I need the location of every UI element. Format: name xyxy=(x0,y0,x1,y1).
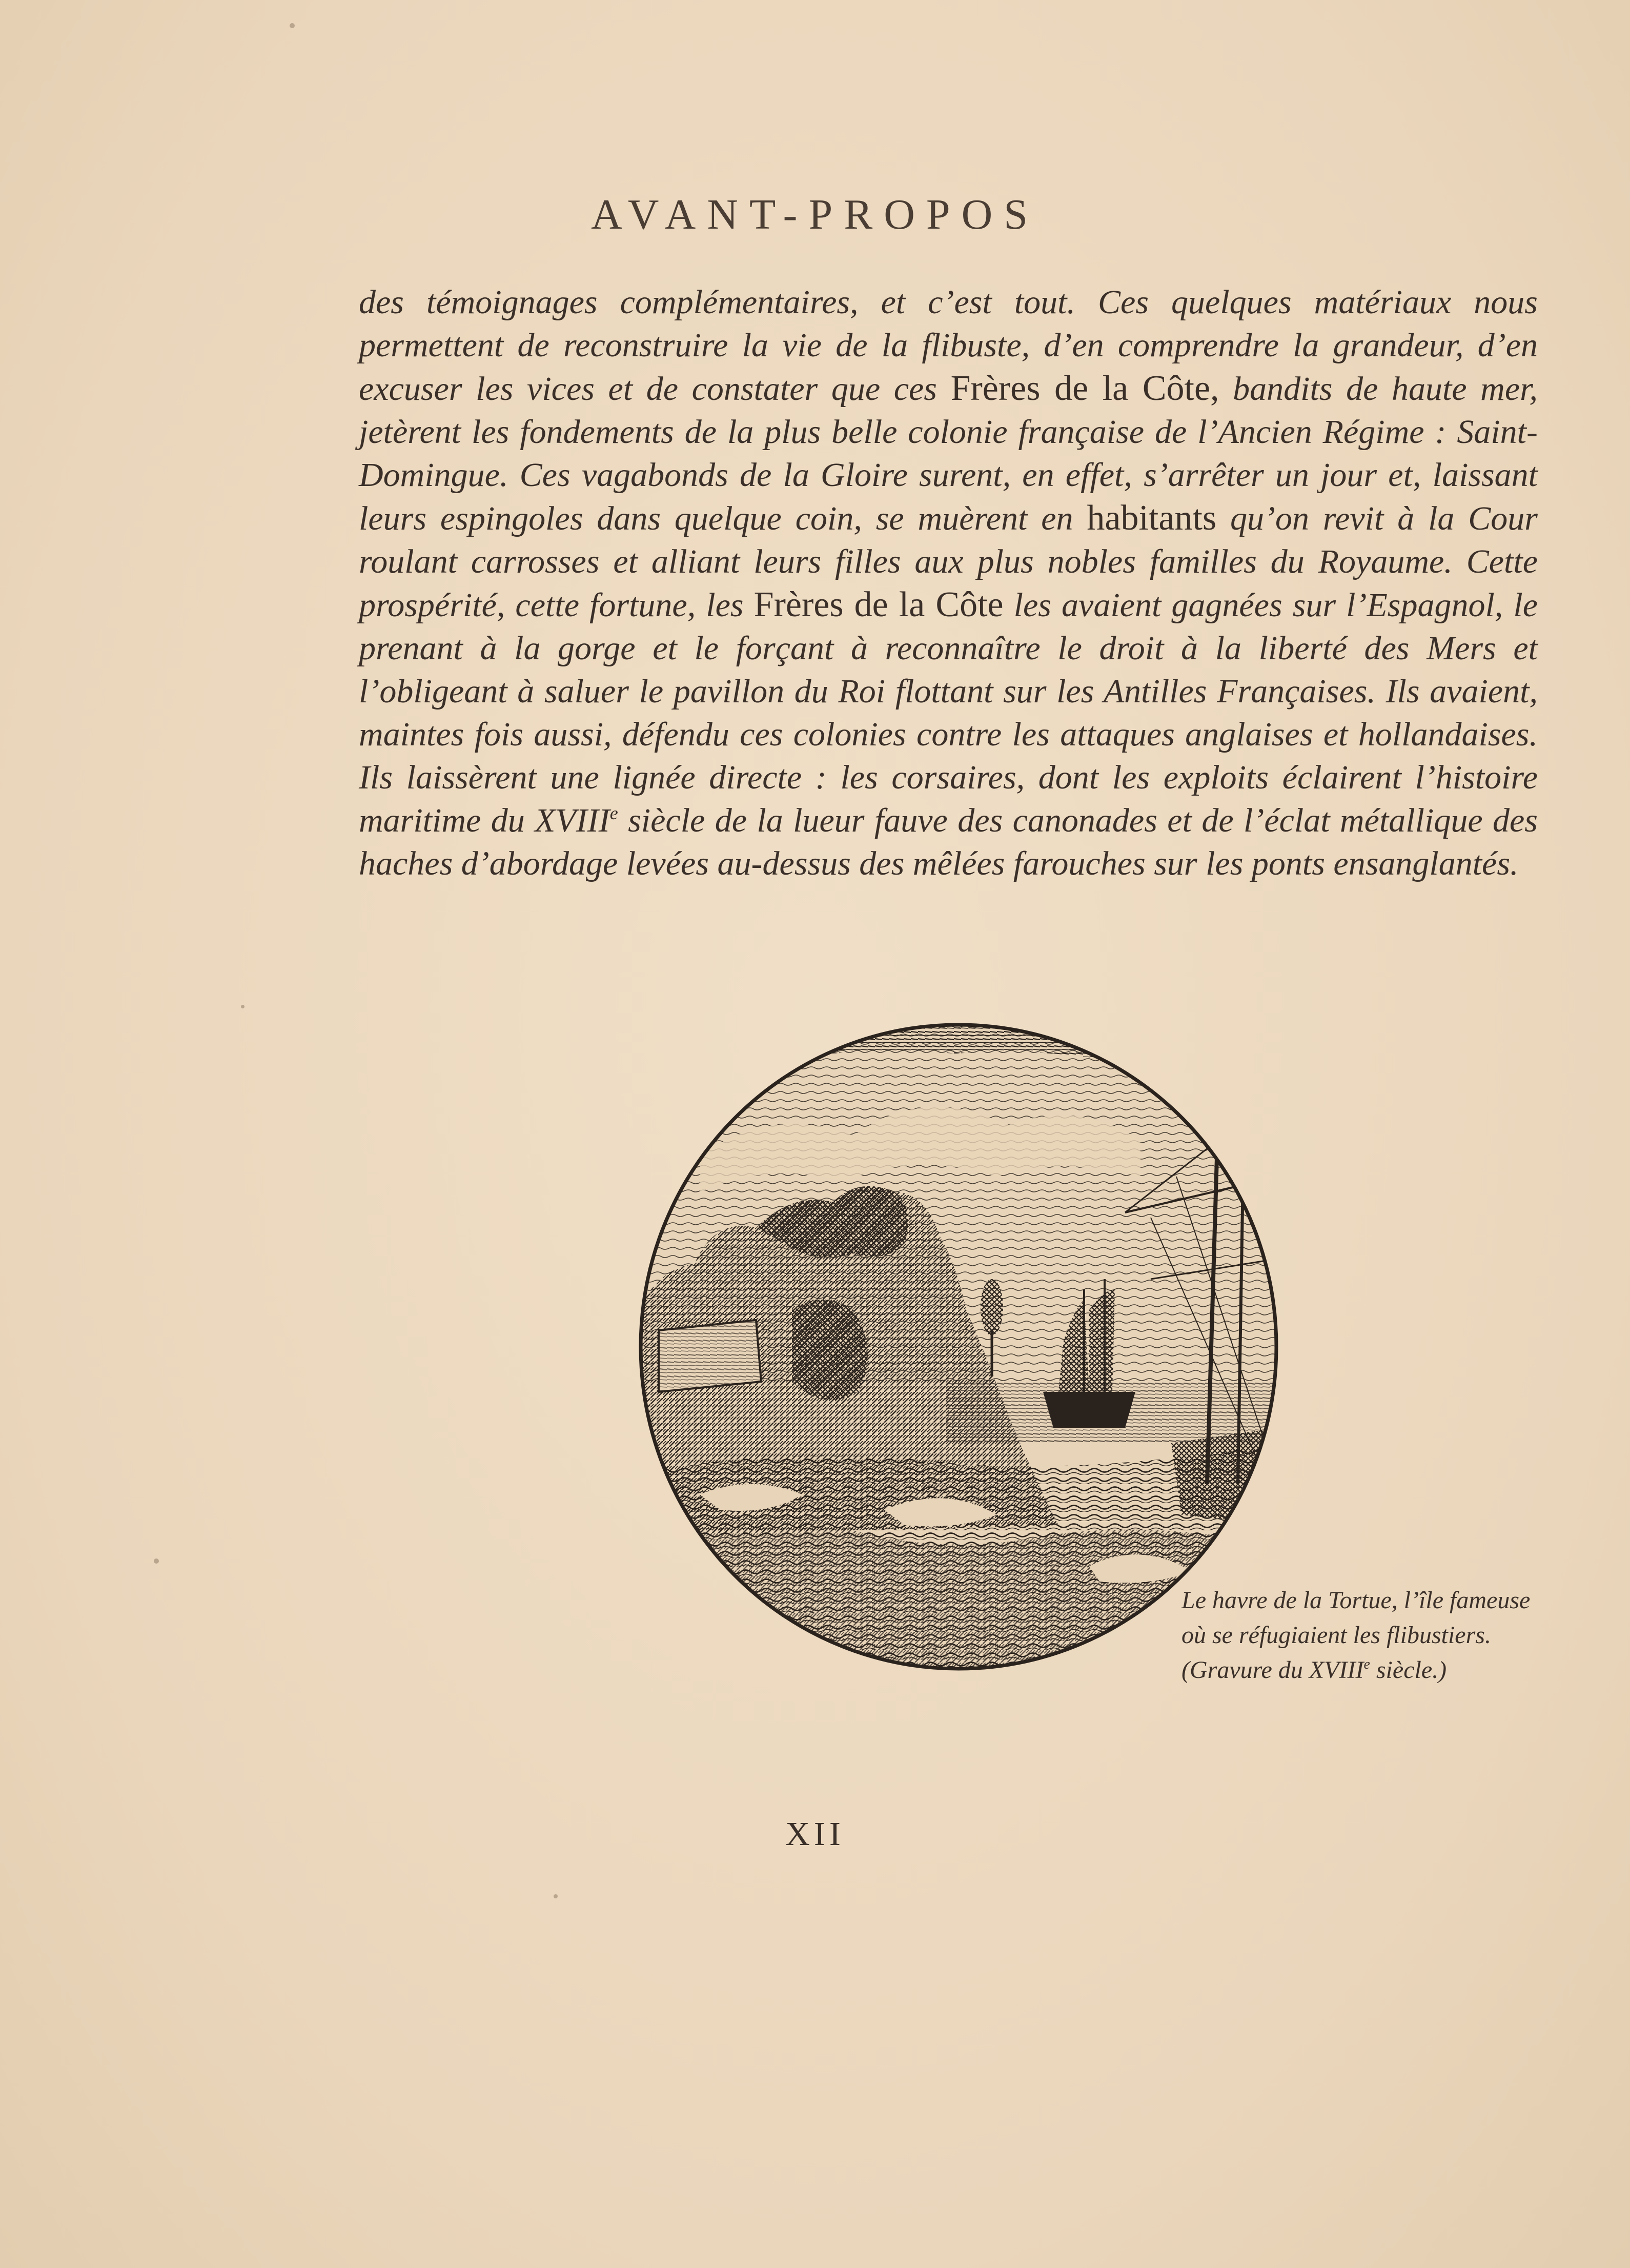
body-text-roman: habitants xyxy=(1087,498,1217,538)
paper-speck xyxy=(154,1558,159,1564)
paper-speck xyxy=(290,23,295,28)
paper-speck xyxy=(554,1894,558,1898)
body-text-segment: des témoignages complémentaires, et c’est tout. Ces quelques matériaux nous permettent de reconstruire la vie de la flibuste, d’en comprendre la grandeur, d’en excuser les vices et de constater que ces xyxy=(359,284,1538,408)
body-text-segment: qu’on revit à la Cour roulant carrosses et alliant leurs filles aux plus nobles familles du Royaume. Cette prospérité, cette fortune, les xyxy=(359,500,1538,624)
body-text-roman: Frères de la Côte, xyxy=(950,369,1219,408)
body-paragraph xyxy=(359,281,1538,885)
illustration-caption xyxy=(1181,1583,1556,1688)
caption-line xyxy=(1181,1653,1556,1688)
caption-segment: (Gravure du XVIII xyxy=(1181,1656,1364,1684)
caption-segment: siècle.) xyxy=(1370,1656,1447,1684)
page-number: XII xyxy=(785,1815,845,1853)
caption-line: Le havre de la Tortue, l’île fameuse xyxy=(1181,1587,1531,1614)
running-title: AVANT-PROPOS xyxy=(590,191,1040,238)
body-text-segment: bandits de haute mer, jetèrent les fondements de la plus belle colonie française de l’Ancien Régime : Saint-Domingue. Ces vagabonds de la Gloire surent, en effet, s’arrêter un jour et, laissant leurs espingoles dans quelque coin, se muèrent en xyxy=(359,370,1538,537)
circular-engraving xyxy=(638,1023,1279,1671)
paper-speck xyxy=(241,1005,244,1008)
caption-line: où se réfugiaient les flibustiers. xyxy=(1181,1622,1491,1649)
body-text-segment: les avaient gagnées sur l’Espagnol, le prenant à la gorge et le forçant à reconnaître le droit à la liberté des Mers et l’obligeant à saluer le pavillon du Roi flottant sur les Antilles Françaises. Ils avaient, maintes fois aussi, défendu ces colonies contre les attaques anglaises et hollandaises. Ils laissèrent une lignée directe : les corsaires, dont les exploits éclairent l’histoire maritime du XVIII xyxy=(359,586,1538,839)
superscript: e xyxy=(1363,1656,1370,1672)
superscript: e xyxy=(609,803,618,823)
body-text-segment: siècle de la lueur fauve des canonades et de l’éclat métallique des haches d’abordage levées au-dessus des mêlées farouches sur les ponts ensanglantés. xyxy=(359,802,1538,882)
body-text-roman: Frères de la Côte xyxy=(753,585,1004,624)
